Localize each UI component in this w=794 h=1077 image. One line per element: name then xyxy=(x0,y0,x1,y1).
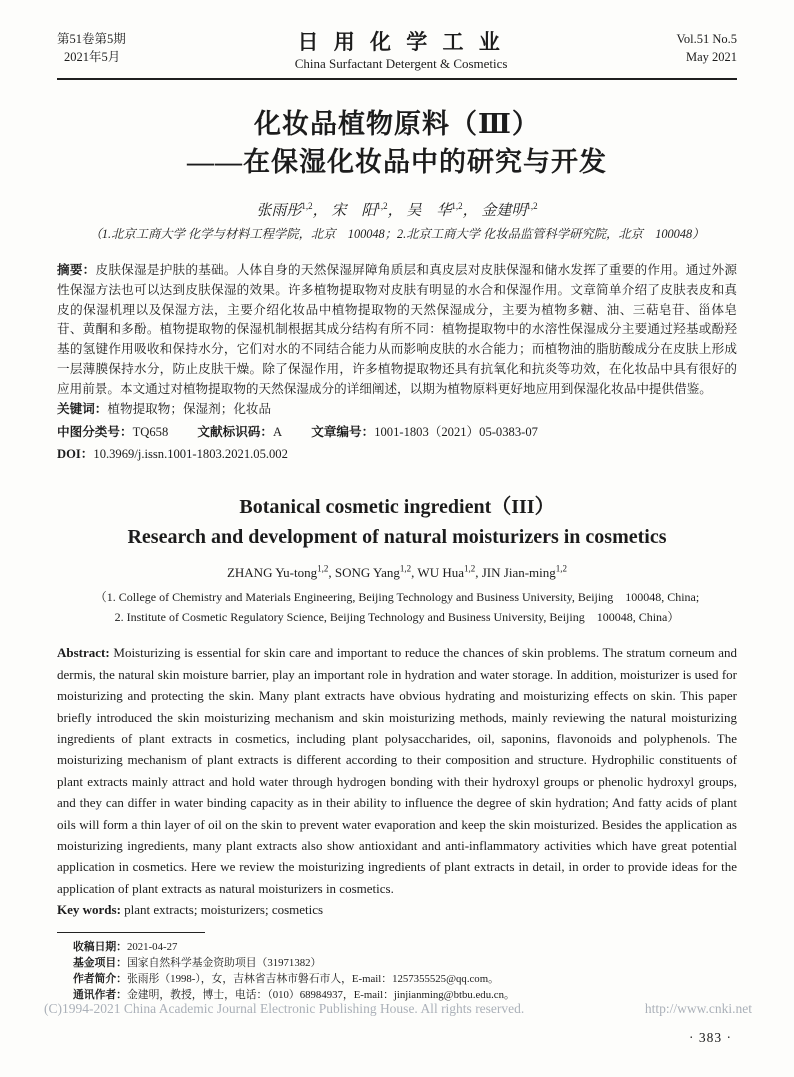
footnote-corresponding-author xyxy=(57,987,737,1003)
footnote-block xyxy=(57,932,737,1003)
keywords-en-label: Key words: xyxy=(57,902,121,918)
author-cn-name: 吴 华 xyxy=(406,203,452,219)
author-cn-name: 张雨彤 xyxy=(256,203,302,219)
author-separator: , xyxy=(411,565,418,581)
document-code xyxy=(197,425,282,439)
keywords-cn-text: 植物提取物；保湿剂；化妆品 xyxy=(107,401,272,416)
doi-label: DOI： xyxy=(57,447,94,462)
document-code-label: 文献标识码： xyxy=(197,425,273,440)
author-en-affil-sup: 1,2 xyxy=(464,564,476,575)
watermark-copyright-text: (C)1994-2021 China Academic Journal Electronic Publishing House. All rights reserved. xyxy=(44,1001,525,1016)
author-separator: ， xyxy=(462,203,478,219)
doi-value: 10.3969/j.issn.1001-1803.2021.05.002 xyxy=(93,447,288,462)
affiliation-en-line2: 2. Institute of Cosmetic Regulatory Science, Beijing Technology and Business University, Beijing 100048, China） xyxy=(114,610,680,625)
author-en xyxy=(227,565,335,580)
author-cn xyxy=(256,203,327,219)
journal-issue-info xyxy=(57,30,126,66)
author-en-affil-sup: 1,2 xyxy=(399,564,412,575)
abstract-cn-text: 皮肤保湿是护肤的基础。人体自身的天然保湿屏障角质层和真皮层对皮肤保湿和储水发挥了重要的作用。通过外源性保湿方法也可以达到皮肤保湿的效果。许多植物提取物对皮肤有明显的水合和保湿作用。文章简单介绍了皮肤表皮和真皮的保湿机理以及保湿方法，主要介绍化妆品中植物提取物的天然保湿成分，主要为植物多糖、油、三萜皂苷、甾体皂苷、黄酮和多酚。植物提取物的保湿机制根据其成分结构有所不同：植物提取物中的水溶性保湿成分主要通过羟基或酚羟基的氢键作用吸收和保持水分，它们对水的不同结合能力从而影响皮肤的水合能力；而植物油的脂肪酸成分在皮肤上形成一层薄膜保持水分，防止皮肤干燥。除了保湿作用，许多植物提取物还具有抗氧化和抗炎等功效，在化妆品中具有很好的应用前景。本文通过对植物提取物的天然保湿成分的详细阐述，以期为植物原料更好地应用到保湿化妆品中提供借鉴。 xyxy=(57,263,738,396)
author-separator: ， xyxy=(387,203,403,219)
author-en-affil-sup: 1,2 xyxy=(555,564,568,575)
abstract-cn xyxy=(57,261,737,400)
abstract-en xyxy=(57,642,737,899)
abstract-cn-label: 摘要： xyxy=(57,263,96,277)
article-meta-row xyxy=(57,421,737,443)
journal-date-cn: 2021年5月 xyxy=(64,50,121,64)
abstract-cn-block xyxy=(57,261,737,419)
author-separator: ， xyxy=(312,203,328,219)
author-cn xyxy=(481,203,537,219)
abstract-en-block xyxy=(57,642,737,920)
article-title-en-line2: Research and development of natural moisturizers in cosmetics xyxy=(127,526,667,549)
author-en xyxy=(335,565,418,580)
keywords-en xyxy=(57,899,737,920)
footnote-label: 作者简介： xyxy=(73,973,127,985)
journal-header xyxy=(57,30,737,80)
authors-en xyxy=(57,565,737,581)
author-cn-affil-sup: 1,2 xyxy=(526,201,538,211)
footnote-funding xyxy=(57,955,737,971)
author-en-name: JIN Jian-ming xyxy=(481,565,556,581)
footnote-author-bio xyxy=(57,971,737,987)
journal-name-block xyxy=(126,30,677,73)
footnote-received-date xyxy=(57,939,737,955)
article-title-en-line1: Botanical cosmetic ingredient（III） xyxy=(239,496,555,519)
author-separator: , xyxy=(328,565,335,581)
keywords-en-text: plant extracts; moisturizers; cosmetics xyxy=(120,902,324,918)
abstract-en-text: Moisturizing is essential for skin care and important to reduce the chances of skin problems. The stratum corneum and dermis, the natural skin moisture barrier, play an important role in hydration and water storage. In addition, moisturizer is used for moisturizing and protecting the skin. Many plant extracts have obvious hydrating and moisturizing effects on skin. This paper briefly introduced the skin moisturizing mechanism and skin moisturizing methods, mainly reviewing the natural moisturizing ingredients of plant extracts in cosmetics, including plant polysaccharides, oil, saponins, flavonoids and polyphenols. The moisturizing mechanism of plant extracts is different according to their composition and structure. Hydrophilic constituents of plant extracts mainly attract and hold water through hydrogen bonding with their hydroxyl groups or phenolic hydroxyl groups, and they can differ in water binding capacity as in their ability to influence the degree of skin hydration; And fatty acids of plant oils will form a thin layer of oil on the skin to prevent water evaporation and keep the skin moisturized. Besides the application as moisturizing ingredients, many plant extracts also show antioxidant and anti-inflammatory activities which have great potential application in cosmetics. Here we review the moisturizing ingredients of plant extracts in detail, in order to provide ideas for the application of plant extracts as natural moisturizers in cosmetics. xyxy=(57,645,737,896)
author-cn-affil-sup: 1,2 xyxy=(301,201,313,211)
journal-date-en: May 2021 xyxy=(685,50,737,64)
watermark-url: http://www.cnki.net xyxy=(644,1001,752,1016)
footnote-label: 收稿日期： xyxy=(73,941,127,953)
clc-label: 中图分类号： xyxy=(57,425,133,440)
footnote-divider xyxy=(57,932,205,933)
article-id-label: 文章编号： xyxy=(311,425,375,440)
footnote-text: 张雨彤（1998-），女，吉林省吉林市磐石市人，E-mail：1257355525@qq.com。 xyxy=(126,973,499,985)
author-en xyxy=(482,565,567,580)
article-id-value: 1001-1803（2021）05-0383-07 xyxy=(374,425,538,440)
journal-name-en: China Surfactant Detergent & Cosmetics xyxy=(294,56,508,71)
journal-name-cn: 日 用 化 学 工 业 xyxy=(297,30,505,54)
author-cn xyxy=(331,203,402,219)
footnote-text: 金建明，教授，博士，电话：（010）68984937，E-mail：jinjianming@btbu.edu.cn。 xyxy=(126,989,515,1001)
article-id xyxy=(311,425,538,439)
author-separator: , xyxy=(475,565,482,581)
clc-value: TQ658 xyxy=(132,425,169,440)
footnote-text: 国家自然科学基金资助项目（31971382） xyxy=(126,957,322,969)
author-en-name: SONG Yang xyxy=(334,565,400,581)
clc-number xyxy=(57,425,168,439)
document-code-value: A xyxy=(272,425,283,440)
author-en-name: ZHANG Yu-tong xyxy=(226,565,318,581)
author-en-affil-sup: 1,2 xyxy=(317,564,329,575)
journal-volume-issue-cn: 第51卷第5期 xyxy=(57,32,126,46)
affiliation-cn: （1.北京工商大学 化学与材料工程学院，北京 100048；2.北京工商大学 化妆品监管科学研究院，北京 100048） xyxy=(89,227,705,241)
footnote-label: 基金项目： xyxy=(73,957,127,969)
keywords-cn xyxy=(57,400,737,420)
author-en xyxy=(417,565,481,580)
article-title-cn xyxy=(57,105,737,181)
article-title-en xyxy=(57,492,737,552)
article-title-cn-line2: ——在保湿化妆品中的研究与开发 xyxy=(187,147,607,177)
affiliation-en-line1: （1. College of Chemistry and Materials Engineering, Beijing Technology and Business University, Beijing 100048, China; xyxy=(94,590,700,605)
author-cn-name: 宋 阳 xyxy=(331,203,377,219)
doi-row xyxy=(57,443,737,465)
affiliation-en xyxy=(57,587,737,627)
page-number: · 383 · xyxy=(689,1030,732,1045)
journal-volume-en: Vol.51 No.5 xyxy=(676,32,737,46)
footnote-text: 2021-04-27 xyxy=(126,941,178,953)
author-cn-affil-sup: 1,2 xyxy=(376,201,388,211)
author-en-name: WU Hua xyxy=(417,565,464,581)
authors-cn xyxy=(57,199,737,220)
footnote-label: 通讯作者： xyxy=(73,989,127,1001)
author-cn xyxy=(406,203,477,219)
abstract-en-label: Abstract: xyxy=(57,645,110,661)
author-cn-affil-sup: 1,2 xyxy=(451,201,463,211)
journal-vol-info xyxy=(676,30,737,66)
article-title-cn-line1: 化妆品植物原料（Ⅲ） xyxy=(254,109,540,139)
author-cn-name: 金建明 xyxy=(481,203,527,219)
keywords-cn-label: 关键词： xyxy=(57,401,108,416)
